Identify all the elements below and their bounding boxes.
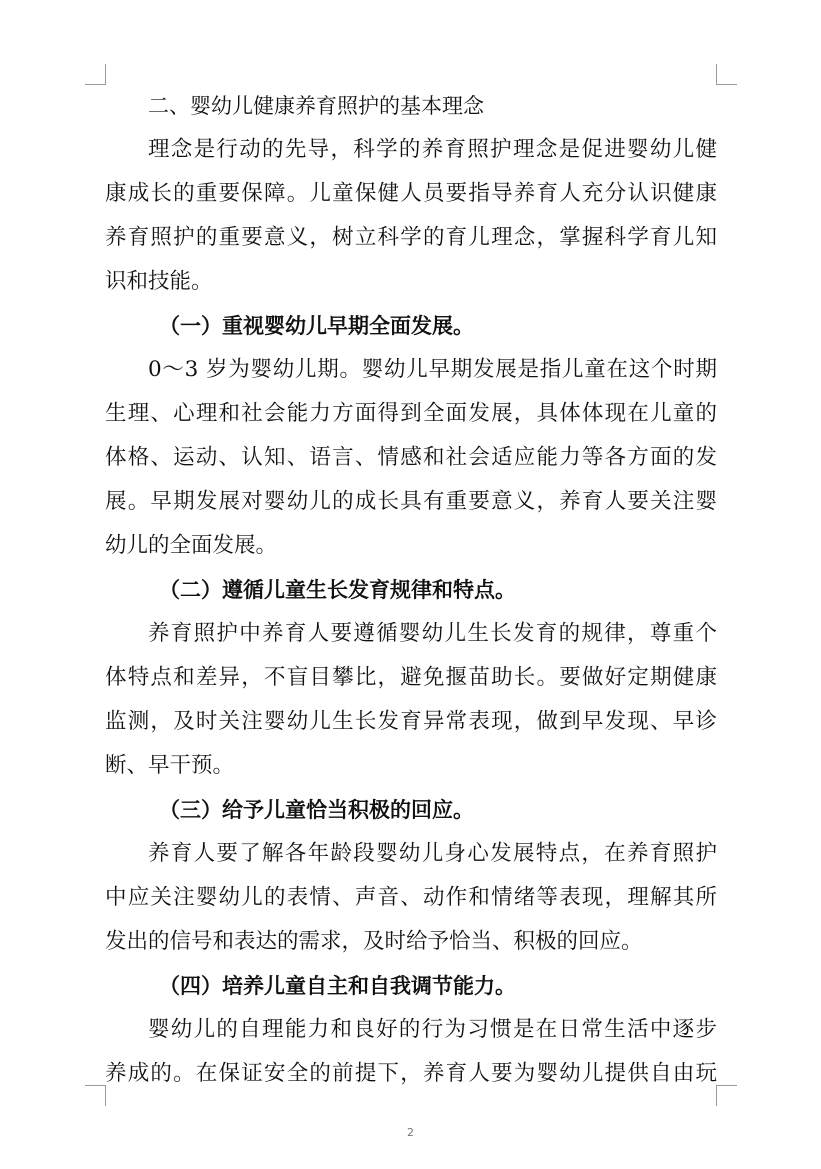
corner-mark-bottom-left [85,1085,106,1106]
paragraph-line: 体特点和差异，不盲目攀比，避免揠苗助长。要做好定期健康 [105,665,717,690]
paragraph-line: 养成的。在保证安全的前提下，养育人要为婴幼儿提供自由玩 [105,1061,717,1086]
paragraph-line: 断、早干预。 [105,753,235,778]
paragraph-line: 体格、运动、认知、语言、情感和社会适应能力等各方面的发 [105,445,717,470]
page-number: 2 [407,1126,414,1139]
paragraph-line: 0～3 岁为婴幼儿期。婴幼儿早期发展是指儿童在这个时期 [148,357,717,382]
paragraph-line: 中应关注婴幼儿的表情、声音、动作和情绪等表现，理解其所 [105,885,717,910]
paragraph-line: 理念是行动的先导，科学的养育照护理念是促进婴幼儿健 [148,137,717,162]
corner-mark-top-left [85,64,106,85]
paragraph-line: 生理、心理和社会能力方面得到全面发展，具体体现在儿童的 [105,401,717,426]
paragraph-line: 养育照护中养育人要遵循婴幼儿生长发育的规律，尊重个 [148,621,717,646]
section-heading: 二、婴幼儿健康养育照护的基本理念 [148,94,484,118]
subheading-4: （四）培养儿童自主和自我调节能力。 [159,973,516,998]
paragraph-line: 发出的信号和表达的需求，及时给予恰当、积极的回应。 [105,929,643,954]
paragraph-line: 康成长的重要保障。儿童保健人员要指导养育人充分认识健康 [105,181,717,206]
subheading-1: （一）重视婴幼儿早期全面发展。 [159,313,474,338]
paragraph-line: 婴幼儿的自理能力和良好的行为习惯是在日常生活中逐步 [148,1017,717,1042]
paragraph-line: 养育人要了解各年龄段婴幼儿身心发展特点，在养育照护 [148,841,717,866]
paragraph-line: 幼儿的全面发展。 [105,533,278,558]
paragraph-line: 养育照护的重要意义，树立科学的育儿理念，掌握科学育儿知 [105,225,717,250]
document-body [105,84,717,1096]
paragraph-line: 识和技能。 [105,269,213,294]
paragraph-line: 监测，及时关注婴幼儿生长发育异常表现，做到早发现、早诊 [105,709,717,734]
paragraph-line: 展。早期发展对婴幼儿的成长具有重要意义，养育人要关注婴 [105,489,717,514]
subheading-3: （三）给予儿童恰当积极的回应。 [159,797,474,822]
corner-mark-top-right [716,64,737,85]
subheading-2: （二）遵循儿童生长发育规律和特点。 [159,577,516,602]
corner-mark-bottom-right [716,1085,737,1106]
